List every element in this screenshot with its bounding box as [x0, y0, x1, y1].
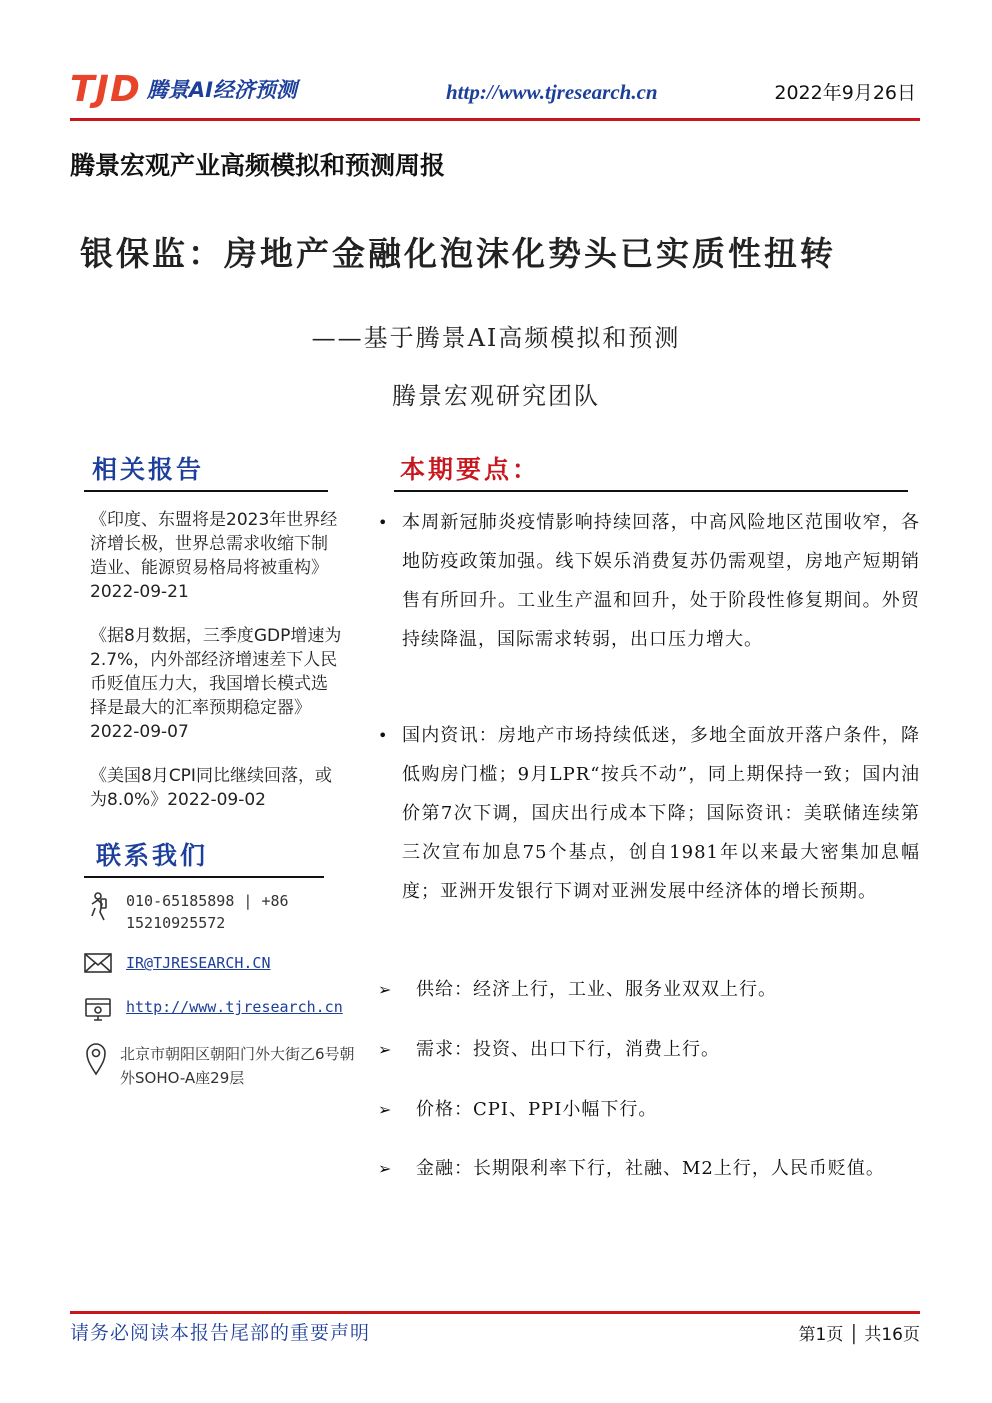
summary-text: 价格：CPI、PPI小幅下行。 [416, 1099, 658, 1120]
contact-web-row [84, 996, 374, 1026]
contact-phone-row [84, 890, 374, 934]
related-report-item[interactable]: 《据8月数据，三季度GDP增速为2.7%，内外部经济增速差下人民币贬值压力大，我国增长模式选择是最大的汇率预期稳定器》2022-09-07 [90, 626, 342, 742]
summary-text: 需求：投资、出口下行，消费上行。 [416, 1039, 720, 1060]
location-icon [84, 1042, 110, 1072]
brand-logo [70, 70, 297, 110]
contact-address-row [84, 1042, 374, 1090]
contact-email-row [84, 952, 374, 982]
bullet-dot-icon: • [378, 513, 388, 532]
key-points-divider [394, 490, 908, 492]
disclaimer-note: 请务必阅读本报告尾部的重要声明 [70, 1322, 371, 1344]
key-points-heading: 本期要点： [400, 455, 541, 484]
phone-icon [84, 890, 114, 920]
key-point-bullet [378, 716, 920, 911]
web-icon [84, 996, 114, 1026]
arrow-bullet-icon: ➢ [378, 1100, 392, 1119]
report-subtitle: ——基于腾景AI高频模拟和预测 [311, 324, 681, 352]
summary-item-finance [378, 1149, 920, 1188]
report-date: 2022年9月26日 [774, 82, 916, 104]
arrow-bullet-icon: ➢ [378, 1040, 392, 1059]
summary-text: 供给：经济上行，工业、服务业双双上行。 [416, 979, 777, 1000]
key-point-bullet [378, 503, 920, 659]
header-url-link[interactable]: http://www.tjresearch.cn [446, 80, 658, 104]
summary-item-supply [378, 970, 920, 1009]
report-title: 银保监：房地产金融化泡沫化势头已实质性扭转 [80, 234, 836, 273]
bullet-dot-icon: • [378, 726, 388, 745]
logo-mark: TJD [70, 69, 141, 110]
arrow-bullet-icon: ➢ [378, 980, 392, 999]
key-point-text: 本周新冠肺炎疫情影响持续回落，中高风险地区范围收窄，各地防疫政策加强。线下娱乐消费复苏仍需观望，房地产短期销售有所回升。工业生产温和回升，处于阶段性修复期间。外贸持续降温，国际需求转弱，出口压力增大。 [402, 512, 920, 650]
key-point-text: 国内资讯：房地产市场持续低迷，多地全面放开落户条件，降低购房门槛；9月LPR“按兵不动”，同上期保持一致；国内油价第7次下调，国庆出行成本下降；国际资讯：美联储连续第三次宣布加息75个基点，创自1981年以来最大密集加息幅度；亚洲开发银行下调对亚洲发展中经济体的增长预期。 [402, 725, 920, 902]
mail-icon [84, 952, 114, 982]
header-divider [70, 118, 920, 121]
contact-website-link[interactable]: http://www.tjresearch.cn [126, 998, 343, 1016]
arrow-bullet-icon: ➢ [378, 1159, 392, 1178]
summary-text: 金融：长期限利率下行，社融、M2上行，人民币贬值。 [416, 1158, 885, 1179]
series-title: 腾景宏观产业高频模拟和预测周报 [70, 151, 446, 180]
related-divider [84, 490, 328, 492]
contact-phone: 010-65185898 | +86 15210925572 [126, 892, 289, 932]
summary-item-price [378, 1090, 920, 1129]
related-reports-heading: 相关报告 [92, 455, 205, 484]
page-number: 第1页 │ 共16页 [798, 1325, 920, 1345]
research-team: 腾景宏观研究团队 [392, 382, 600, 410]
contact-email-link[interactable]: IR@TJRESEARCH.CN [126, 954, 271, 972]
contact-divider [84, 876, 324, 878]
related-report-item[interactable]: 《印度、东盟将是2023年世界经济增长极，世界总需求收缩下制造业、能源贸易格局将被重构》2022-09-21 [90, 510, 338, 602]
logo-brand-text: 腾景AI经济预测 [146, 78, 297, 102]
contact-heading: 联系我们 [96, 841, 209, 870]
contact-address: 北京市朝阳区朝阳门外大街乙6号朝外SOHO-A座29层 [120, 1045, 355, 1087]
related-report-item[interactable]: 《美国8月CPI同比继续回落，或为8.0%》2022-09-02 [90, 766, 332, 810]
footer-divider [70, 1311, 920, 1314]
summary-item-demand [378, 1030, 920, 1069]
